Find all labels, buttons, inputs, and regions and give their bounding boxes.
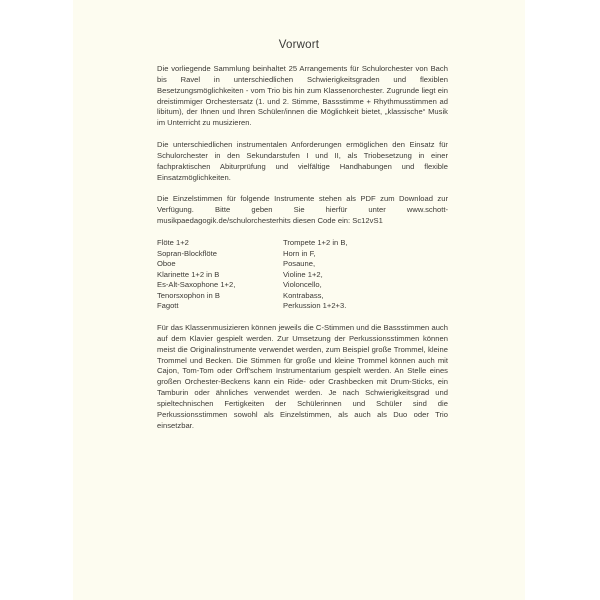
instrument-item: Kontrabass, [283, 290, 324, 300]
paragraph-performance-notes: Für das Klassenmusizieren können jeweils die C-Stimmen und die Bassstimmen auch auf dem Klavier gespielt werden. Zur Umsetzung der Perkussionsstimmen können meist die Originalinstrumente verwendet werden, zum Beispiel große Trommel, kleine Trommel und Becken. Die Stimmen für große und kleine Trommel können auch mit Cajon, Tom-Tom oder Orff'schem Instrumentarium gespielt werden. An Stelle eines großen Orchester-Beckens kann ein Ride- oder Crashbecken mit Drum-Sticks, ein Tamburin oder ähnliches verwendet werden. Je nach Schwierigkeitsgrad und spieltechnischen Fertigkeiten der Schülerinnen und Schüler sind die Perkussionsstimmen sowohl als Einzelstimmen, als auch als Duo oder Trio einsetzbar. [157, 322, 448, 430]
instrument-item: Horn in F, [283, 248, 316, 258]
document-page [73, 0, 525, 600]
instrument-item: Es-Alt-Saxophone 1+2, [157, 280, 236, 290]
instrument-item: Violine 1+2, [283, 269, 323, 279]
instrument-item: Trompete 1+2 in B, [283, 237, 348, 247]
paragraph-download: Die Einzelstimmen für folgende Instrumente stehen als PDF zum Download zur Verfügung. Bitte geben Sie hierfür unter www.schott-musikpaedagogik.de/schulorchesterhits diesen Code ein: Sc12vS1 [157, 194, 448, 226]
instrument-item: Sopran-Blockflöte [157, 248, 217, 258]
instrument-item: Klarinette 1+2 in B [157, 269, 220, 279]
paragraph-requirements: Die unterschiedlichen instrumentalen Anforderungen ermöglichen den Einsatz für Schulorchester in den Sekundarstufen I und II, als Triobesetzung in einer fachpraktischen Abiturprüfung und vielfältige Handhabungen und flexible Einsatzmöglichkeiten. [157, 140, 448, 182]
instrument-column-right [283, 238, 348, 312]
instrument-item: Flöte 1+2 [157, 237, 189, 247]
instrument-item: Perkussion 1+2+3. [283, 301, 347, 311]
instrument-item: Oboe [157, 259, 176, 269]
page-title: Vorwort [278, 39, 320, 51]
document-body [157, 64, 448, 431]
paragraph-intro: Die vorliegende Sammlung beinhaltet 25 Arrangements für Schulorchester von Bach bis Ravel in unterschiedlichen Schwierigkeitsgraden und flexiblen Besetzungsmöglichkeiten - vom Trio bis hin zum Klassenorchester. Zugrunde liegt ein dreistimmiger Orchestersatz (1. und 2. Stimme, Bassstimme + Rhythmusstimmen ad libitum), der Ihnen und Ihren Schüler/innen die Möglichkeit bietet, „klassische“ Musik im Unterricht zu musizieren. [157, 64, 448, 128]
instrument-item: Tenorsxophon in B [157, 290, 220, 300]
page-content-area [73, 0, 525, 600]
instrument-item: Posaune, [283, 259, 316, 269]
instrument-list [157, 238, 448, 312]
instrument-item: Fagott [157, 301, 179, 311]
instrument-item: Violoncello, [283, 280, 322, 290]
instrument-column-left [157, 238, 235, 312]
